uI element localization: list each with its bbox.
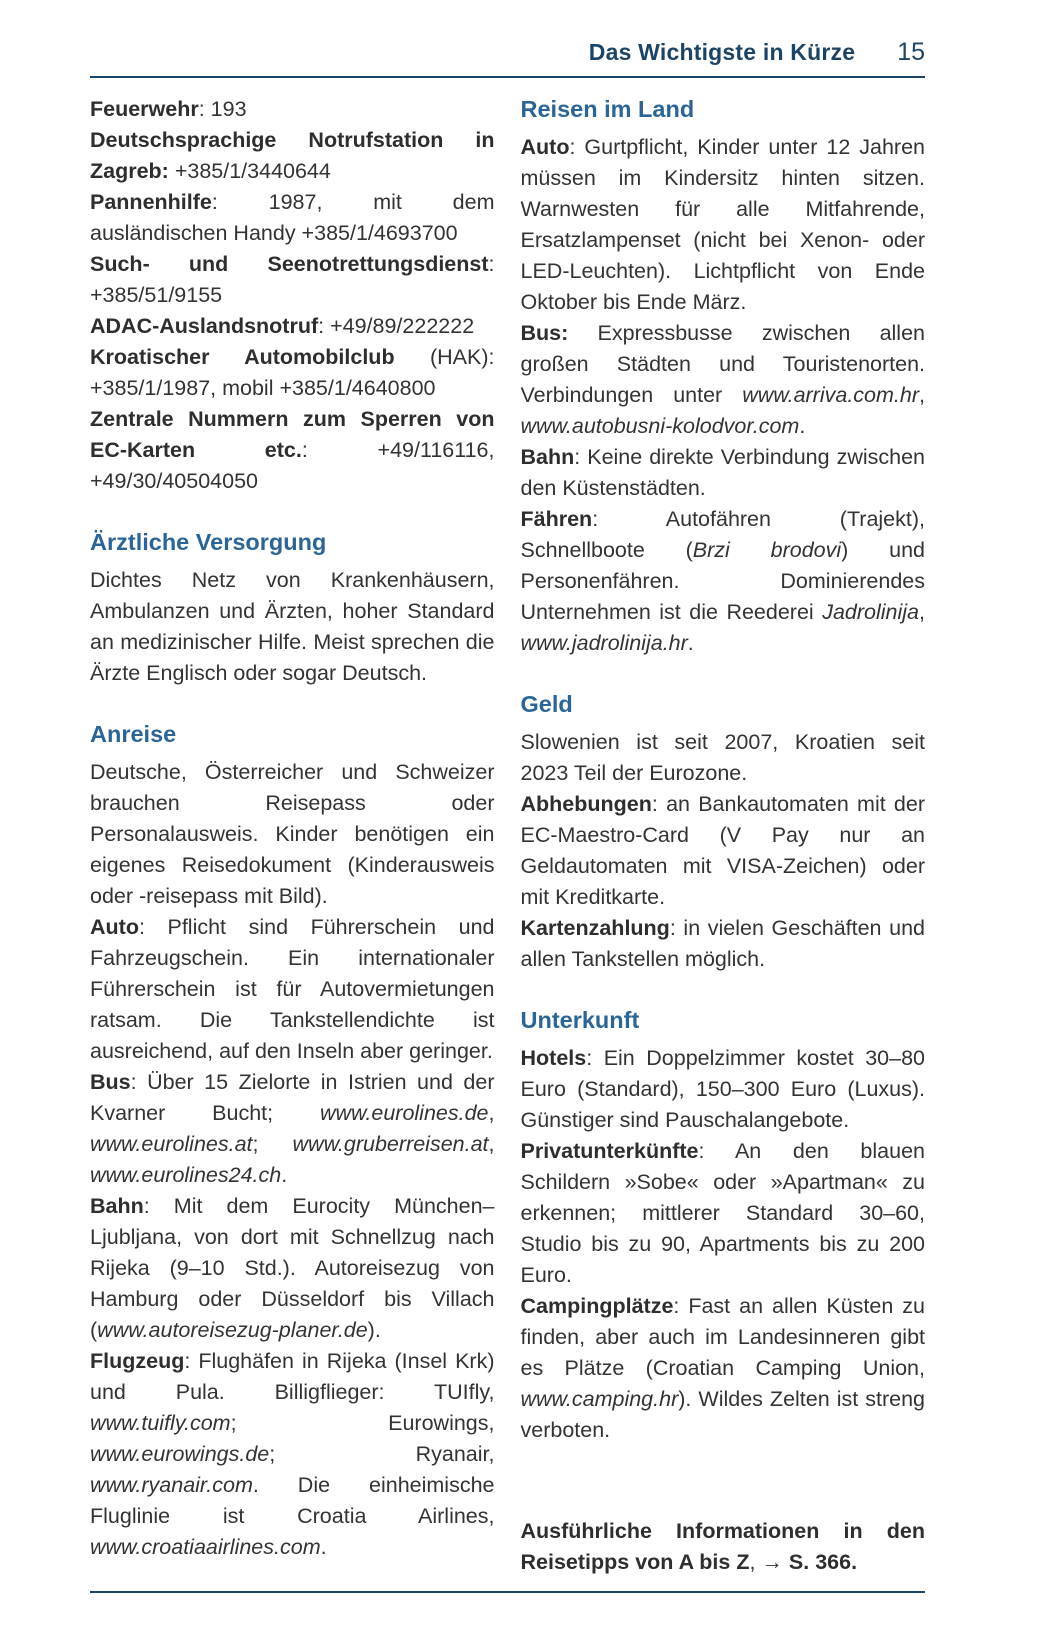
bold-text: Auto [90, 915, 139, 939]
text-run: ). Wildes Zelten ist streng verboten. [520, 1387, 925, 1442]
italic-text: www.autobusni-kolodvor.com [520, 414, 800, 438]
italic-text: www.eurolines24.ch [90, 1163, 282, 1187]
bold-text: Campingplätze [520, 1294, 674, 1318]
text-run: ) und Personenfähren. Dominierendes Unternehmen ist die Reederei [520, 538, 925, 624]
text-run: Expressbusse zwischen allen großen Städten und Touristenorten. Verbindungen unter [520, 321, 925, 407]
para-anreise-bus [90, 1067, 495, 1191]
para-unterkunft-privat [521, 1136, 926, 1291]
para-reisen-bahn [521, 442, 926, 504]
text-run: : in vielen Geschäften und allen Tankstellen möglich. [520, 916, 925, 971]
italic-text: www.ryanair.com [90, 1473, 253, 1497]
para-geld-kartenzahlung [521, 913, 926, 975]
text-run: . [320, 1535, 327, 1559]
text-run: : Flughäfen in Rijeka (Insel Krk) und Pula. Billigflieger: TUIfly, [90, 1349, 495, 1404]
text-run: (HAK): +385/1/1987, mobil +385/1/4640800 [90, 345, 495, 400]
text-run: : 1987, mit dem ausländischen Handy +385/1/4693700 [90, 190, 495, 245]
para-aerztliche-versorgung [90, 565, 495, 689]
text-run: , → [749, 1550, 789, 1574]
italic-text: www.eurolines.at [90, 1132, 253, 1156]
bold-text: Abhebungen [520, 792, 652, 816]
bold-text: S. 366. [788, 1550, 858, 1574]
italic-text: Brzi brodovi [692, 538, 842, 562]
bold-text: Pannenhilfe [90, 190, 212, 214]
para-anreise-auto [90, 912, 495, 1067]
bold-text: Feuerwehr [90, 97, 199, 121]
column-1 [90, 94, 495, 1578]
bottom-rule [90, 1591, 925, 1593]
bold-text: Bahn [90, 1194, 144, 1218]
heading-reisen-im-land: Reisen im Land [520, 96, 695, 122]
text-run: : Fast an allen Küsten zu finden, aber auch im Landesinneren gibt es Plätze (Croatian Camping Union, [520, 1294, 925, 1380]
bold-text: Auto [520, 135, 570, 159]
bold-text: Kroatischer Automobilclub [90, 345, 395, 369]
text-run: , [919, 600, 925, 624]
text-run: : an Bankautomaten mit der EC-Maestro-Card (V Pay nur an Geldautomaten mit VISA-Zeichen) oder mit Kreditkarte. [520, 792, 925, 909]
italic-text: www.jadrolinija.hr [520, 631, 688, 655]
bold-text: Such- und Seenotrettungsdienst [90, 252, 489, 276]
column-2 [521, 94, 926, 1578]
para-geld-abhebungen [521, 789, 926, 913]
bold-text: Privatunterkünfte [520, 1139, 699, 1163]
bold-text: Fähren [520, 507, 593, 531]
bold-text: Bus [90, 1070, 131, 1094]
para-unterkunft-hotels [521, 1043, 926, 1136]
para-anreise-intro [90, 757, 495, 912]
bold-text: Flugzeug [90, 1349, 185, 1373]
text-run: . [799, 414, 806, 438]
entry-kartensperre [90, 404, 495, 497]
text-run: , [488, 1132, 495, 1156]
heading-unterkunft: Unterkunft [520, 1007, 640, 1033]
bold-text: Hotels [520, 1046, 587, 1070]
text-run: Dichtes Netz von Krankenhäusern, Ambulanzen und Ärzten, hoher Standard an medizinischer Hilfe. Meist sprechen die Ärzte Englisch oder sogar Deutsch. [90, 568, 495, 685]
entry-feuerwehr [90, 94, 495, 125]
text-run: ; [252, 1132, 293, 1156]
bold-text: ADAC-Auslandsnotruf [90, 314, 319, 338]
para-reisen-auto [521, 132, 926, 318]
text-run: . Die einheimische Fluglinie ist Croatia Airlines, [90, 1473, 495, 1528]
text-run: : Autofähren (Trajekt), Schnellboote ( [520, 507, 925, 562]
bold-text: Bus: [520, 321, 569, 345]
italic-text: www.eurowings.de [90, 1442, 270, 1466]
text-run: : +49/116116, +49/30/40504050 [90, 438, 495, 493]
text-run: : +385/51/9155 [90, 252, 495, 307]
bold-text: Bahn [520, 445, 575, 469]
text-run: : 193 [198, 97, 247, 121]
text-run: ; Ryanair, [269, 1442, 495, 1466]
text-run: : Pflicht sind Führerschein und Fahrzeugschein. Ein internationaler Führerschein ist für Autovermietungen ratsam. Die Tankstellendichte ist ausreichend, auf den Inseln aber geringer. [90, 915, 495, 1063]
para-reisen-faehren [521, 504, 926, 659]
page-header [90, 38, 925, 78]
text-run: , [919, 383, 925, 407]
running-head-title: Das Wichtigste in Kürze [588, 39, 856, 65]
text-run: . [687, 631, 694, 655]
entry-adac [90, 311, 495, 342]
bold-text: Zentrale Nummern zum Sperren von EC-Karten etc. [90, 407, 495, 462]
text-run: Deutsche, Österreicher und Schweizer brauchen Reisepass oder Personalausweis. Kinder benötigen ein eigenes Reisedokument (Kinderausweis oder -reisepass mit Bild). [90, 760, 495, 908]
para-anreise-bahn [90, 1191, 495, 1346]
italic-text: www.autoreisezug-planer.de [97, 1318, 368, 1342]
entry-notrufstation [90, 125, 495, 187]
text-run: ; Eurowings, [230, 1411, 495, 1435]
italic-text: Jadrolinija [822, 600, 920, 624]
heading-aerztliche-versorgung: Ärztliche Versorgung [90, 529, 327, 555]
text-run: Slowenien ist seit 2007, Kroatien seit 2023 Teil der Eurozone. [520, 730, 925, 785]
para-anreise-flugzeug [90, 1346, 495, 1563]
text-run: ). [367, 1318, 381, 1342]
page-number: 15 [897, 38, 925, 66]
text-run: : Mit dem Eurocity München–Ljubljana, von dort mit Schnellzug nach Rijeka (9–10 Std.). Autoreisezug von Hamburg oder Düsseldorf bis Villach ( [90, 1194, 495, 1342]
text-run: . [281, 1163, 288, 1187]
text-run: : An den blauen Schildern »Sobe« oder »Apartman« zu erkennen; mittlerer Standard 30–60, Studio bis zu 90, Apartments bis zu 200 Euro. [520, 1139, 925, 1287]
italic-text: www.croatiaairlines.com [90, 1535, 321, 1559]
italic-text: www.tuifly.com [90, 1411, 231, 1435]
bold-text: Ausführliche Informationen in den Reisetipps von A bis Z [520, 1519, 925, 1574]
heading-anreise: Anreise [90, 721, 177, 747]
bold-text: Deutschsprachige Notrufstation in Zagreb: [90, 128, 495, 183]
entry-hak [90, 342, 495, 404]
italic-text: www.eurolines.de [320, 1101, 489, 1125]
bold-text: Kartenzahlung [520, 916, 670, 940]
footer-note [521, 1516, 926, 1578]
para-unterkunft-camping [521, 1291, 926, 1446]
text-run: : Über 15 Zielorte in Istrien und der Kvarner Bucht; [90, 1070, 495, 1125]
para-geld-intro [521, 727, 926, 789]
italic-text: www.camping.hr [520, 1387, 679, 1411]
text-run: : Gurtpflicht, Kinder unter 12 Jahren müssen im Kindersitz hinten sitzen. Warnwesten für alle Mitfahrende, Ersatzlampenset (nicht bei Xenon- oder LED-Leuchten). Lichtpflicht von Ende Oktober bis Ende März. [520, 135, 925, 314]
columns [90, 94, 925, 1578]
italic-text: www.gruberreisen.at [292, 1132, 489, 1156]
text-run: , [488, 1101, 495, 1125]
text-run: : Keine direkte Verbindung zwischen den Küstenstädten. [520, 445, 925, 500]
text-run: : +49/89/222222 [318, 314, 475, 338]
italic-text: www.arriva.com.hr [742, 383, 920, 407]
heading-geld: Geld [520, 691, 573, 717]
para-reisen-bus [521, 318, 926, 442]
entry-seenotrettung [90, 249, 495, 311]
entry-pannenhilfe [90, 187, 495, 249]
text-run: +385/1/3440644 [168, 159, 331, 183]
text-run: : Ein Doppelzimmer kostet 30–80 Euro (Standard), 150–300 Euro (Luxus). Günstiger sind Pauschalangebote. [520, 1046, 925, 1132]
